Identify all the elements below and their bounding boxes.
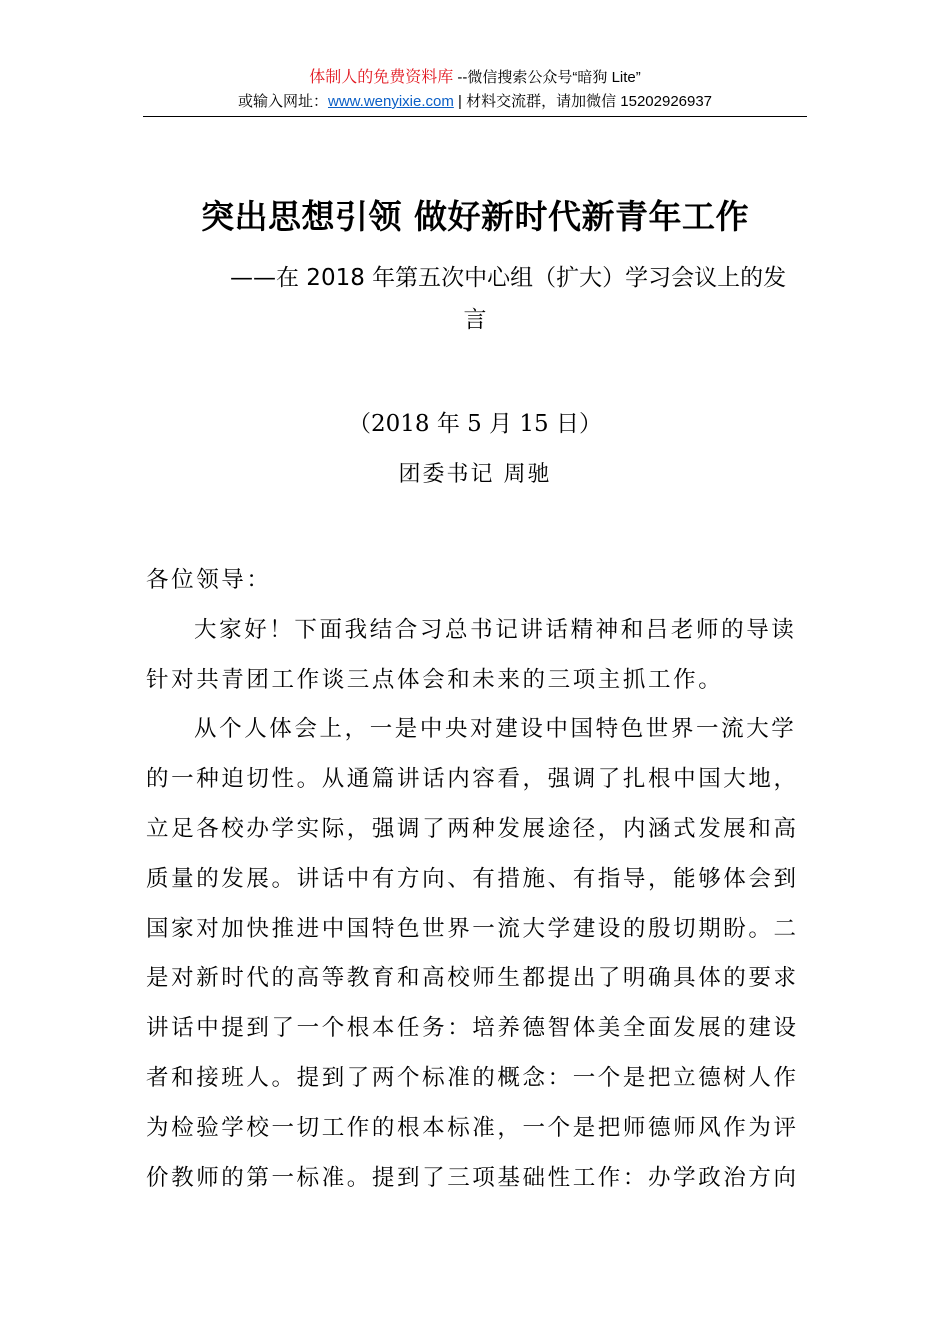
header-brand: 体制人的免费资料库 (309, 69, 454, 86)
salutation: 各位领导： (146, 567, 272, 593)
header-divider (143, 116, 807, 117)
paragraph-1: 大家好！下面我结合习总书记讲话精神和吕老师的导读针对共青团工作谈三点体会和未来的三项主抓工作。 (146, 616, 797, 693)
header-brand-suffix: --微信搜索公众号“暗狗 Lite” (453, 69, 641, 86)
subtitle-line-1: ——在 2018 年第五次中心组（扩大）学习会议上的发 (230, 265, 787, 291)
document-body (146, 556, 810, 1203)
document-title: 突出思想引领 做好新时代新青年工作 (201, 197, 749, 236)
paragraph-2: 从个人体会上，一是中央对建设中国特色世界一流大学的一种迫切性。从通篇讲话内容看，强调了扎根中国大地，立足各校办学实际，强调了两种发展途径，内涵式发展和高质量的发展。讲话中有方向、有措施、有指导，能够体会到国家对加快推进中国特色世界一流大学建设的殷切期盼。二是对新时代的高等教育和高校师生都提出了明确具体的要求讲话中提到了一个根本任务：培养德智体美全面发展的建设者和接班人。提到了两个标准的概念：一个是把立德树人作为检验学校一切工作的根本标准，一个是把师德师风作为评价教师的第一标准。提到了三项基础性工作：办学政治方向 (146, 716, 799, 1191)
document-date: （2018 年 5 月 15 日） (348, 411, 602, 437)
page-header (143, 66, 807, 114)
header-site-prefix: 或输入网址： (237, 93, 328, 110)
document-author: 团委书记 周驰 (398, 462, 552, 487)
header-site-line (143, 90, 807, 114)
subtitle-line-2: 言 (463, 307, 487, 333)
header-site-suffix: | 材料交流群，请加微信 15202926937 (453, 93, 713, 110)
document-subtitle (230, 257, 810, 341)
header-promo-line (143, 66, 807, 90)
header-site-link[interactable]: www.wenyixie.com (327, 93, 454, 110)
